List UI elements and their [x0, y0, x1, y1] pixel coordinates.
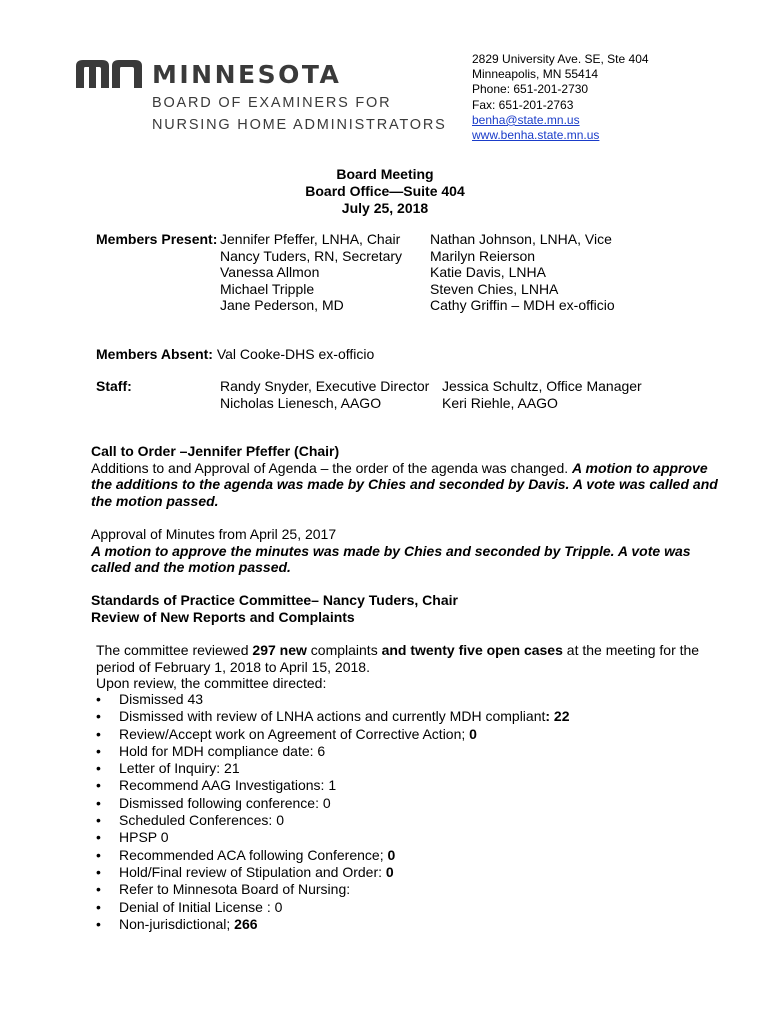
staff-label: Staff:	[96, 378, 132, 394]
list-item	[96, 829, 570, 846]
item-label: Hold/Final review of Stipulation and Order:	[119, 863, 386, 880]
minutes-text: Approval of Minutes from April 25, 2017	[91, 526, 337, 542]
title-line-3: July 25, 2018	[341, 200, 429, 216]
member-name: Cathy Griffin – MDH ex-officio	[430, 297, 615, 314]
item-label: Recommended ACA following Conference;	[119, 846, 388, 863]
mn-logo-mark-icon	[76, 60, 142, 88]
members-absent	[96, 346, 374, 363]
item-label: Dismissed with review of LNHA actions and currently MDH compliant	[119, 708, 546, 725]
members-present-col2	[430, 231, 615, 314]
agenda-text: Additions to and Approval of Agenda – the order of the agenda was changed.	[91, 459, 573, 476]
staff-name: Nicholas Lienesch, AAGO	[220, 394, 382, 411]
member-name: Steven Chies, LNHA	[430, 280, 559, 297]
meeting-title	[0, 166, 770, 217]
list-item	[96, 708, 570, 725]
item-label: Review/Accept work on Agreement of Corrective Action;	[119, 725, 470, 742]
minnesota-logo	[76, 58, 456, 138]
title-line-2: Board Office—Suite 404	[305, 183, 465, 199]
address-block	[472, 52, 649, 143]
staff-col2	[442, 378, 642, 411]
list-item	[96, 916, 570, 933]
item-label: Refer to Minnesota Board of Nursing:	[119, 881, 351, 898]
members-absent-label: Members Absent:	[96, 346, 213, 362]
intro-text: The committee reviewed	[96, 642, 253, 658]
list-item	[96, 847, 570, 864]
member-name: Jennifer Pfeffer, LNHA, Chair	[220, 231, 401, 247]
item-value: 0	[469, 725, 477, 742]
intro-open-cases: and twenty five open cases	[381, 642, 563, 658]
member-name: Michael Tripple	[220, 280, 315, 297]
item-value: 266	[234, 915, 258, 932]
member-name: Jane Pederson, MD	[220, 297, 344, 314]
intro-text: at the meeting for the period of February 1, 2018 to April 15, 2018.	[96, 642, 700, 675]
minutes-motion: A motion to approve the minutes was made by Chies and seconded by Tripple. A vote was called and the motion passed.	[91, 542, 691, 576]
title-line-1: Board Meeting	[336, 166, 434, 182]
staff-name: Jessica Schultz, Office Manager	[442, 378, 642, 394]
intro-new-count: 297 new	[252, 642, 307, 658]
staff-name: Randy Snyder, Executive Director	[220, 378, 430, 394]
list-item	[96, 691, 570, 708]
intro-text: complaints	[306, 642, 382, 658]
item-label: Recommend AAG Investigations: 1	[119, 777, 337, 794]
members-present-label: Members Present:	[96, 231, 218, 247]
logo-wordmark: MINNESOTA	[152, 60, 342, 89]
member-name: Katie Davis, LNHA	[430, 264, 546, 281]
item-label: Hold for MDH compliance date: 6	[119, 742, 326, 759]
list-item	[96, 743, 570, 760]
members-absent-value: Val Cooke-DHS ex-officio	[216, 346, 375, 362]
list-item	[96, 899, 570, 916]
item-label: Letter of Inquiry: 21	[119, 760, 240, 777]
staff-col1	[220, 378, 429, 411]
minutes-section	[91, 526, 731, 576]
list-item	[96, 812, 570, 829]
standards-heading: Standards of Practice Committee– Nancy Tuders, Chair	[91, 592, 458, 608]
address-street: 2829 University Ave. SE, Ste 404	[472, 52, 649, 66]
logo-line-board: BOARD OF EXAMINERS FOR	[152, 95, 392, 111]
address-phone: Phone: 651-201-2730	[472, 82, 589, 97]
item-label: HPSP 0	[119, 829, 169, 846]
member-name: Nancy Tuders, RN, Secretary	[220, 247, 403, 264]
review-heading: Review of New Reports and Complaints	[91, 608, 355, 625]
list-item	[96, 726, 570, 743]
list-item	[96, 777, 570, 794]
item-label: Dismissed 43	[119, 691, 204, 707]
item-value: 0	[387, 846, 396, 863]
item-label: Non-jurisdictional;	[119, 915, 235, 932]
logo-line-nursing: NURSING HOME ADMINISTRATORS	[152, 117, 447, 133]
list-item	[96, 795, 570, 812]
address-fax: Fax: 651-201-2763	[472, 97, 574, 112]
members-present-col1	[220, 231, 402, 314]
list-item	[96, 864, 570, 881]
agenda-motion: A motion to approve the additions to the agenda was made by Chies and seconded by Davis. A vote was called and the motion passed.	[91, 459, 718, 509]
list-item	[96, 760, 570, 777]
email-link[interactable]: benha@state.mn.us	[472, 112, 580, 127]
call-to-order-heading: Call to Order –Jennifer Pfeffer (Chair)	[91, 443, 340, 459]
item-label: Denial of Initial License : 0	[119, 898, 283, 915]
address-city: Minneapolis, MN 55414	[472, 67, 599, 82]
member-name: Nathan Johnson, LNHA, Vice	[430, 231, 612, 247]
item-value: 0	[385, 863, 394, 880]
website-link[interactable]: www.benha.state.mn.us	[472, 128, 600, 143]
intro-paragraph	[96, 642, 706, 675]
item-label: Dismissed following conference: 0	[119, 794, 331, 811]
staff-name: Keri Riehle, AAGO	[442, 394, 558, 411]
agenda-paragraph	[91, 460, 731, 510]
standards-section	[91, 592, 731, 625]
standards-intro	[96, 642, 706, 692]
directed-text: Upon review, the committee directed:	[96, 675, 327, 692]
call-to-order-section	[91, 443, 731, 509]
item-value: : 22	[545, 708, 570, 725]
list-item	[96, 881, 570, 898]
member-name: Vanessa Allmon	[220, 264, 320, 281]
directive-list	[96, 691, 570, 933]
member-name: Marilyn Reierson	[430, 247, 536, 264]
item-label: Scheduled Conferences: 0	[119, 812, 284, 829]
